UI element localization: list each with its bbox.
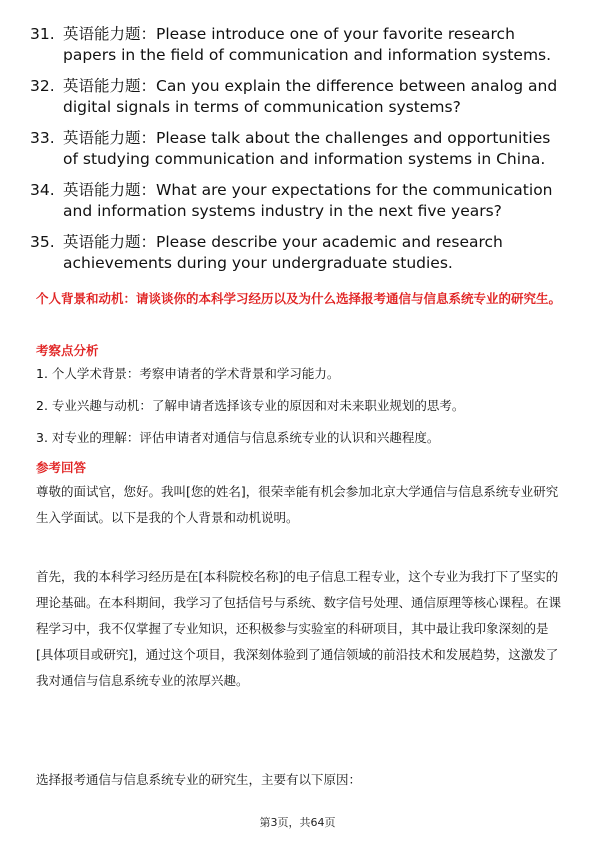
analysis-item: 3. 对专业的理解：评估申请者对通信与信息系统专业的认识和兴趣程度。: [36, 430, 440, 445]
analysis-item: 2. 专业兴趣与动机：了解申请者选择该专业的原因和对未来职业规划的思考。: [36, 398, 465, 413]
question-item: [30, 232, 570, 274]
page-footer: 第3页，共64页: [259, 816, 336, 829]
question-item: [30, 180, 570, 222]
question-number: 31.: [30, 25, 55, 43]
question-item: [30, 76, 570, 118]
analysis-title: 考察点分析: [36, 343, 99, 358]
question-number: 35.: [30, 233, 55, 251]
answer-paragraph: 首先，我的本科学习经历是在[本科院校名称]的电子信息工程专业，这个专业为我打下了坚实的理论基础。在本科期间，我学习了包括信号与系统、数字信号处理、通信原理等核心课程。在课程学习中，我不仅掌握了专业知识，还积极参与实验室的科研项目，其中最让我印象深刻的是[具体项目或研究]，通过这个项目，我深刻体验到了通信领域的前沿技术和发展趋势，这激发了我对通信与信息系统专业的浓厚兴趣。: [36, 569, 562, 688]
question-text: 英语能力题：Can you explain the difference between analog and digital signals in terms of communication systems?: [63, 77, 558, 116]
answer-title: 参考回答: [36, 460, 87, 475]
section-heading: 个人背景和动机：请谈谈你的本科学习经历以及为什么选择报考通信与信息系统专业的研究生。: [36, 291, 562, 306]
answer-paragraph: 尊敬的面试官，您好。我叫[您的姓名]，很荣幸能有机会参加北京大学通信与信息系统专业研究生入学面试。以下是我的个人背景和动机说明。: [36, 484, 559, 525]
question-item: [30, 128, 570, 170]
question-number: 32.: [30, 77, 55, 95]
question-text: 英语能力题：Please describe your academic and research achievements during your undergraduate studies.: [63, 233, 503, 272]
analysis-item: 1. 个人学术背景：考察申请者的学术背景和学习能力。: [36, 366, 340, 381]
question-number: 34.: [30, 181, 55, 199]
question-text: 英语能力题：Please talk about the challenges and opportunities of studying communication and information systems in China.: [63, 129, 551, 168]
question-text: 英语能力题：What are your expectations for the communication and information systems industry in the next five years?: [63, 181, 553, 220]
question-text: 英语能力题：Please introduce one of your favorite research papers in the field of communication and information systems.: [63, 25, 552, 64]
question-list: [30, 24, 570, 284]
answer-paragraph: 选择报考通信与信息系统专业的研究生，主要有以下原因：: [36, 772, 362, 787]
question-item: [30, 24, 570, 66]
question-number: 33.: [30, 129, 55, 147]
analysis-list: [36, 364, 566, 460]
